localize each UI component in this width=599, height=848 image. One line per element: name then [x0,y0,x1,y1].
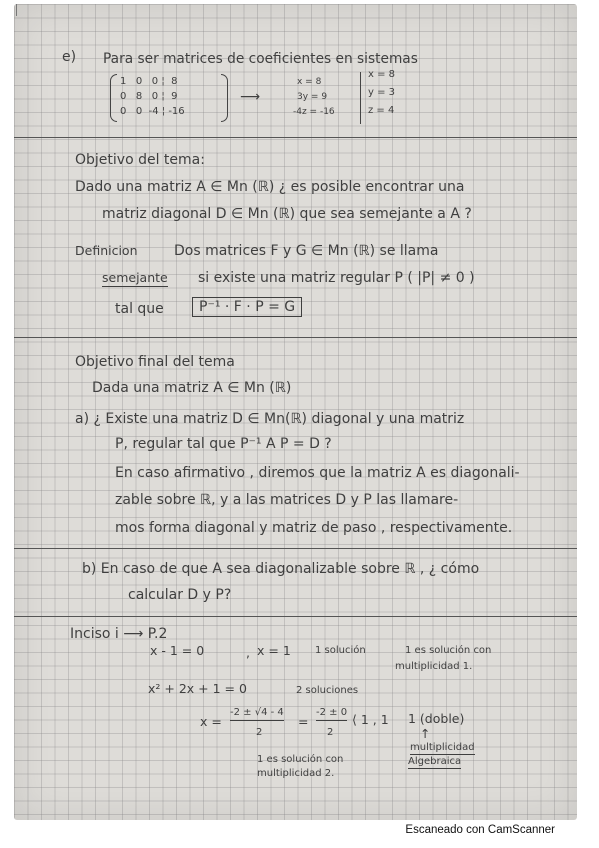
definicion-label: Definicion [75,243,138,258]
eq3-lhs: x = [200,714,222,729]
matrix-row-1: 1 0 0 ¦ 8 [120,76,178,87]
equation-2: 3y = 9 [297,92,328,102]
eq2-note-1: 1 es solución con [257,754,344,765]
divider-1 [14,137,577,138]
augmented-matrix [110,74,228,122]
definicion-line-2: si existe una matriz regular P ( |P| ≠ 0 ) [198,270,475,286]
multiplicidad-label: multiplicidad [410,742,475,753]
eq1-note-1: 1 es solución con [405,645,492,656]
matrix-right-bracket [221,74,228,122]
solution-z: z = 4 [368,105,395,116]
item-a-line-1: a) ¿ Existe una matriz D ∈ Mn(ℝ) diagonal y una matriz [75,411,465,427]
definicion-line-3: tal que [115,301,164,317]
objetivo-final-intro: Dada una matriz A ∈ Mn (ℝ) [92,380,292,396]
divider-3 [14,548,577,549]
divider-2 [14,337,577,338]
eq2: x² + 2x + 1 = 0 [148,681,247,696]
eq2-count: 2 soluciones [296,685,359,696]
eq2-note-2: multiplicidad 2. [257,768,335,779]
objetivo-final-heading: Objetivo final del tema [75,354,235,370]
matrix-row-3: 0 0 -4 ¦ -16 [120,106,185,117]
item-a-line-4: zable sobre ℝ, y a las matrices D y P las llamare- [115,492,459,508]
item-a-line-3: En caso afirmativo , diremos que la matriz A es diagonali- [115,465,520,481]
semejanza-formula: P⁻¹ · F · P = G [192,297,302,317]
eq1-count: 1 solución [315,645,366,656]
eq3-denominator-2: 2 [327,727,334,738]
objetivo-tema-line-2: matriz diagonal D ∈ Mn (ℝ) que sea semejante a A ? [102,206,472,222]
eq3-equals: = [298,714,309,729]
eq1: x - 1 = 0 [150,643,205,658]
objetivo-tema-heading: Objetivo del tema: [75,152,205,168]
arrow-to-system: ⟶ [240,89,261,105]
eq3-numerator-2: -2 ± 0 [316,708,347,721]
equation-1: x = 8 [297,77,322,87]
section-e-text: Para ser matrices de coeficientes en sistemas [103,51,418,67]
eq3-results: ⟨ 1 , 1 [352,712,389,727]
arrow-up-icon: ↑ [420,726,431,741]
eq1-solution: x = 1 [257,643,291,658]
item-a-line-5: mos forma diagonal y matriz de paso , respectivamente. [115,520,513,536]
solution-x: x = 8 [368,69,396,80]
semejante-term: semejante [102,270,168,285]
eq1-comma: , [246,645,250,660]
doble-label: 1 (doble) [408,711,465,726]
algebraica-label: Algebraica [408,756,462,767]
section-e-label: e) [62,49,77,65]
divider-4 [14,616,577,617]
matrix-row-2: 0 8 0 ¦ 9 [120,91,178,102]
system-divider [360,72,361,124]
eq3-denominator: 2 [256,727,263,738]
equation-3: -4z = -16 [293,107,335,117]
eq3-numerator: -2 ± √4 - 4 [230,708,284,721]
item-a-line-2: P, regular tal que P⁻¹ A P = D ? [115,436,332,452]
scanner-footer: Escaneado con CamScanner [405,824,555,836]
solution-y: y = 3 [368,87,396,98]
objetivo-tema-line-1: Dado una matriz A ∈ Mn (ℝ) ¿ es posible encontrar una [75,179,465,195]
page-corner-mark [16,4,23,16]
matrix-left-bracket [110,74,117,122]
item-b-line-2: calcular D y P? [128,587,232,603]
item-b-line-1: b) En caso de que A sea diagonalizable sobre ℝ , ¿ cómo [82,561,480,577]
definicion-line-1: Dos matrices F y G ∈ Mn (ℝ) se llama [174,243,439,259]
inciso-heading: Inciso i ⟶ P.2 [70,626,168,642]
eq1-note-2: multiplicidad 1. [395,661,473,672]
